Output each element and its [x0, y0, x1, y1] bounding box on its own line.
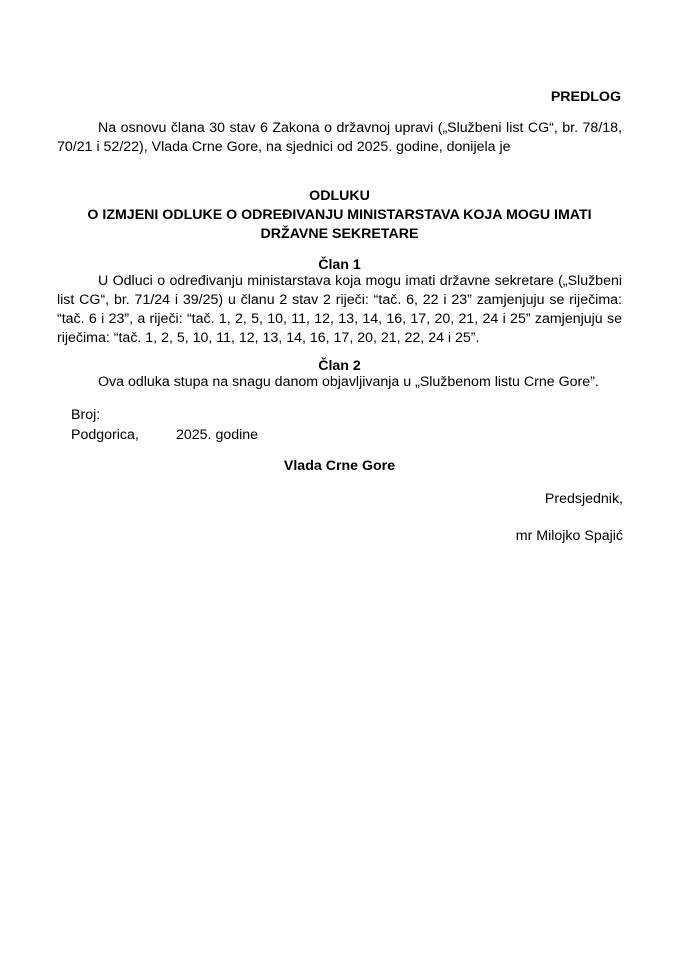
date-label: 2025. godine — [176, 427, 259, 443]
article-1-heading: Član 1 — [318, 257, 361, 273]
reference-number-label: Broj: — [71, 407, 101, 423]
title-line-3: DRŽAVNE SEKRETARE — [260, 226, 419, 242]
place-label: Podgorica, — [71, 427, 139, 443]
article-2-text: Ova odluka stupa na snagu danom objavljivanja u „Službenom listu Crne Gore”. — [98, 374, 599, 390]
document-title — [57, 187, 622, 244]
preamble-paragraph: Na osnovu člana 30 stav 6 Zakona o državnoj upravi („Službeni list CG“, br. 78/18, 70/21 i 52/22), Vlada Crne Gore, na sjednici od 2025. godine, donijela je — [57, 120, 622, 155]
article-1-text: U Odluci o određivanju ministarstava koja mogu imati državne sekretare („Službeni list CG“, br. 71/24 i 39/25) u članu 2 stav 2 riječi: “tač. 6, 22 i 23” zamjenjuju se riječima: “tač. 6 i 23”, a riječi: “tač. 1, 2, 5, 10, 11, 12, 13, 14, 16, 17, 20, 21, 24 i 25” zamjenjuju se riječima: “tač. 1, 2, 5, 10, 11, 12, 13, 14, 16, 17, 20, 21, 22, 24 i 25”. — [57, 273, 622, 346]
signatory-name: mr Milojko Spajić — [515, 528, 623, 544]
title-line-2: O IZMJENI ODLUKE O ODREĐIVANJU MINISTARSTAVA KOJA MOGU IMATI — [87, 207, 592, 223]
title-line-1: ODLUKU — [309, 188, 370, 204]
document-status-label: PREDLOG — [550, 89, 621, 105]
government-name: Vlada Crne Gore — [283, 458, 396, 474]
signatory-title: Predsjednik, — [544, 491, 623, 507]
article-2-heading: Član 2 — [318, 358, 361, 374]
